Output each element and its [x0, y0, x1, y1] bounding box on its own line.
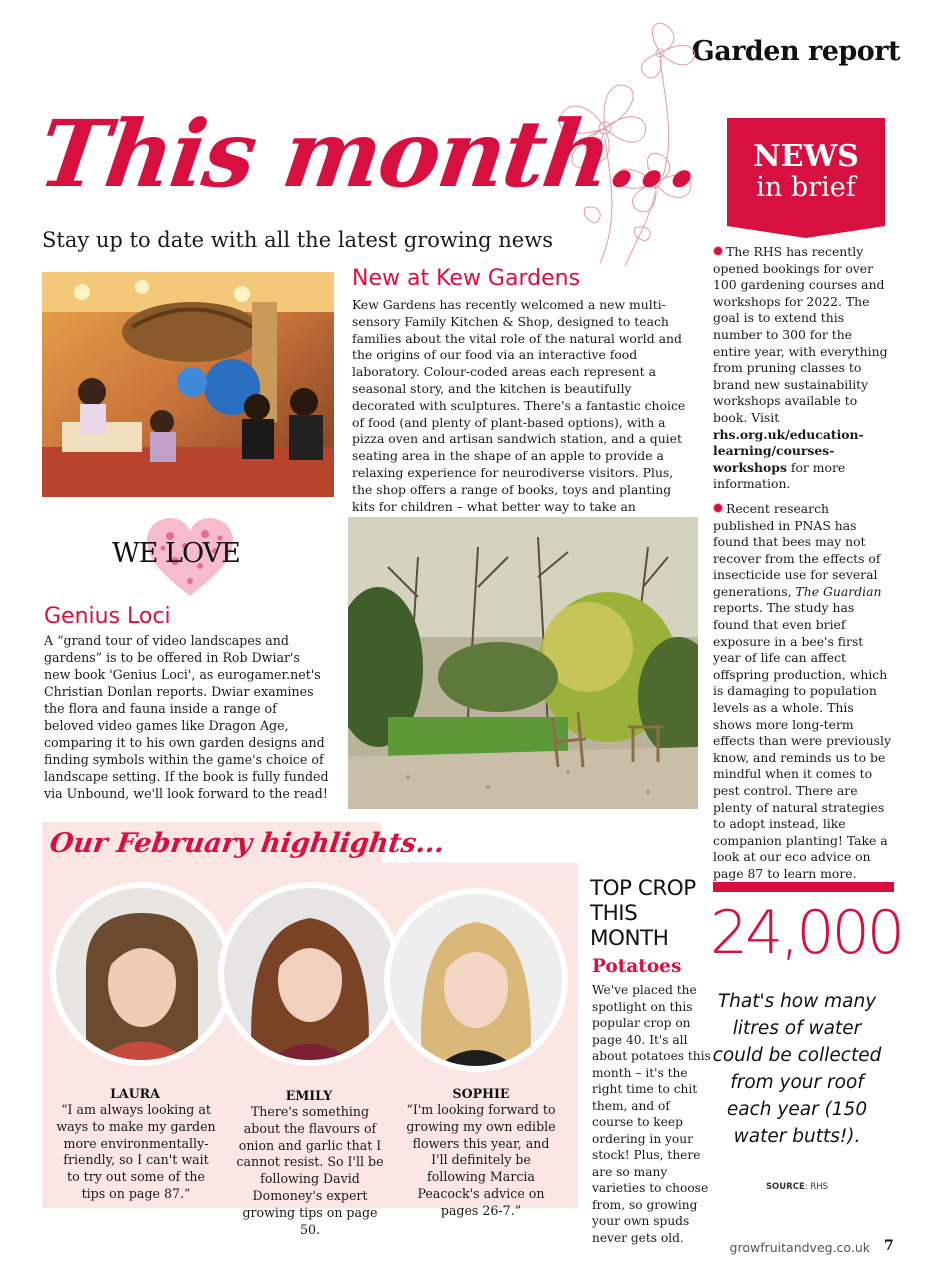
- kew-family-kitchen-photo: [42, 272, 334, 497]
- page-number: 7: [884, 1238, 894, 1254]
- crop-name: Potatoes: [592, 956, 682, 977]
- page-title: This month...: [32, 100, 707, 208]
- news-item-rhs-text: The RHS has recently opened bookings for over 100 gardening courses and workshops for 2022. The goal is to extend this number to 300 for the entire year, with everything from pruning classes to brand new sustainability workshops available to book. Visit: [713, 244, 888, 425]
- top-crop-line1: TOP CROP: [590, 876, 696, 901]
- kew-body: Kew Gardens has recently welcomed a new multi-sensory Family Kitchen & Shop, designed to teach families about the vital role of the natural world and the origins of our food via an interactive food laboratory. Colour-coded areas each represent a seasonal story, and the kitchen is beautifully decorated with sculptures. There's a fantastic choice of food (and plenty of plant-based options), with a pizza oven and artisan sandwich station, and a quiet seating area in the shape of an apple to provide a relaxing experience for neurodiverse visitors. Plus, the shop offers a range of books, toys and planting kits for children – what better way to take an: [352, 297, 686, 514]
- genius-loci-body: A “grand tour of video landscapes and gardens” is to be offered in Rob Dwiar's new book 'Genius Loci', as eurogamer.net's Christian Donlan reports. Dwiar examines the flora and fauna inside a range of beloved video games like Dragon Age, comparing it to his own garden designs and finding symbols within the game's choice of landscape setting. If the book is fully funded via Unbound, we'll look forward to the read!: [44, 633, 329, 801]
- avatar-sophie: [384, 888, 568, 1072]
- highlight-name-sophie: SOPHIE: [452, 1086, 510, 1101]
- crop-body: We've placed the spotlight on this popular crop on page 40. It's all about potatoes this month – it's the right time to chit them, and of course to keep ordering in your stock! Plus, there are so many varieties to choose from, so growing your own spuds never gets old.: [592, 983, 711, 1245]
- news-item-bees-text: Recent research published in PNAS has found that bees may not recover from the effects of insecticide use for several generations,: [713, 500, 881, 599]
- highlight-quote-emily: There's something about the flavours of onion and garlic that I cannot resist. So I'll be following David Domoney's expert growing tips on page 50.: [236, 1104, 384, 1237]
- rhs-link[interactable]: rhs.org.uk/education-learning/courses-workshops: [713, 426, 864, 475]
- highlight-name-laura: LAURA: [110, 1086, 160, 1101]
- banner-in-brief: in brief: [756, 172, 856, 203]
- top-crop-heading: [590, 876, 696, 951]
- stat-description: That's how many litres of water could be collected from your roof each year (150 water butts!).: [712, 991, 882, 1147]
- highlights-heading: Our February highlights...: [47, 828, 447, 859]
- news-in-brief-banner: [727, 118, 885, 226]
- avatar-emily: [218, 882, 402, 1066]
- genius-loci-heading: Genius Loci: [44, 604, 171, 629]
- bullet-icon: [713, 503, 723, 513]
- highlight-quote-sophie: “I'm looking forward to growing my own edible flowers this year, and I'll definitely be following Marcia Peacock's advice on pages 26-7.”: [406, 1102, 556, 1218]
- highlight-name-emily: EMILY: [285, 1088, 333, 1103]
- stat-number: 24,000: [710, 898, 902, 968]
- news-item-bees-tail: reports. The study has found that even brief exposure in a bee's first year of life can affect offspring production, which is damaging to population levels as a whole. This shows more long-term effects than were previously know, and reminds us to be mindful when it comes to pest control. There are plenty of natural strategies to adopt instead, like companion planting! Take a look at our eco advice on page 87 to learn more.: [713, 600, 891, 881]
- avatar-laura: [50, 882, 234, 1066]
- section-title: Garden report: [691, 36, 900, 67]
- guardian-citation: The Guardian: [795, 583, 882, 599]
- garden-photo: [348, 517, 698, 809]
- top-crop-line3: MONTH: [590, 926, 669, 951]
- highlight-quote-laura: “I am always looking at ways to make my garden more environmentally-friendly, so I can't wait to try out some of the tips on page 87.”: [56, 1102, 216, 1201]
- source-value: : RHS: [804, 1182, 829, 1192]
- news-column: [713, 244, 891, 891]
- bullet-icon: [713, 246, 723, 256]
- stat-source: [712, 1182, 882, 1192]
- news-item-rhs-tail: for more information.: [713, 459, 846, 492]
- top-crop-line2: THIS: [590, 901, 638, 926]
- kew-heading: New at Kew Gardens: [352, 266, 581, 291]
- page-subtitle: Stay up to date with all the latest growing news: [42, 228, 553, 252]
- we-love-label: WE LOVE: [112, 538, 240, 569]
- source-label: SOURCE: [765, 1182, 805, 1192]
- news-item-bees: [713, 501, 891, 883]
- footer-url[interactable]: growfruitandveg.co.uk: [729, 1240, 870, 1255]
- news-item-rhs: [713, 244, 891, 493]
- accent-bar: [713, 882, 894, 892]
- banner-news: NEWS: [753, 139, 859, 174]
